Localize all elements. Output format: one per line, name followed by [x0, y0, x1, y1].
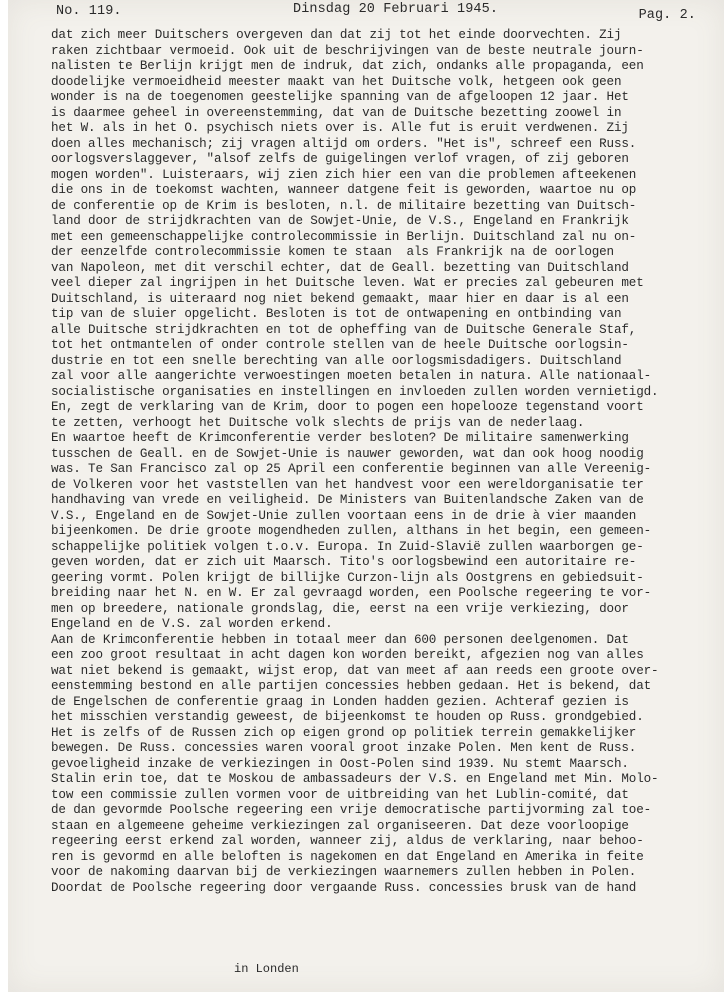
page-date: Dinsdag 20 Februari 1945. — [293, 2, 499, 17]
text-line: schappelijke politiek volgen t.o.v. Europa. In Zuid-Slavië zullen waarborgen ge- — [51, 539, 644, 554]
text-line: nalisten te Berlijn krijgt men de indruk, dat zich, ondanks alle propaganda, een — [51, 59, 644, 73]
text-line: land door de strijdkrachten van de Sowjet-Unie, de V.S., Engeland en Frankrijk — [51, 214, 629, 228]
text-line: te zetten, verhoogt het Duitsche volk slechts de prijs van de nederlaag. — [51, 415, 585, 430]
text-line: een zoo groot resultaat in acht dagen kon worden bereikt, afgezien nog van alles — [51, 648, 644, 662]
typed-page — [8, 0, 724, 992]
text-line: ren is gevormd en alle beloften is nagekomen en dat Engeland en Amerika in feite — [51, 849, 644, 864]
body-text — [51, 28, 711, 896]
text-line: bijeenkomen. De drie groote mogendheden zullen, althans in het begin, een gemeen- — [51, 524, 652, 538]
text-line: gevoeligheid inzake de verkiezingen in Oost-Polen sind 1939. Nu stemt Maarsch. — [51, 756, 629, 771]
text-line: raken zichtbaar vermoeid. Ook uit de beschrijvingen van de beste neutrale journ- — [51, 43, 644, 58]
text-line: men op breedere, nationale grondslag, die, eerst na een vrije verkiezing, door — [51, 601, 629, 616]
text-line: dustrie en tot een snelle berechting van alle oorlogsmisdadigers. Duitschland — [51, 353, 622, 368]
text-line: die ons in de toekomst wachten, wanneer datgene feit is geworden, waartoe nu op — [51, 183, 637, 197]
text-line: mogen worden". Luisteraars, wij zien zich hier een van die problemen afteekenen — [51, 167, 637, 182]
text-line: regeering eerst erkend zal worden, wanneer zij, aldus de verklaring, naar behoo- — [51, 834, 644, 848]
page-number: Pag. 2. — [638, 8, 696, 23]
text-line: dat zich meer Duitschers overgeven dan dat zij tot het einde doorvechten. Zij — [51, 28, 622, 42]
text-line: breiding naar het N. en W. Er zal gevraagd worden, een Poolsche regeering te vor- — [51, 586, 652, 600]
text-line: Duitschland, is uiteraard nog niet bekend gemaakt, maar hier en daar is al een — [51, 291, 629, 306]
text-line: de Engelschen de conferentie graag in Londen hadden gezien. Achteraf gezien is — [51, 694, 629, 709]
text-line: tusschen de Geall. en de Sowjet-Unie is nauwer geworden, wat dan ook hoog noodig — [51, 446, 644, 461]
text-line: de conferentie op de Krim is besloten, n.l. de militaire bezetting van Duitsch- — [51, 198, 637, 213]
text-line: bewegen. De Russ. concessies waren vooral groot inzake Polen. Men kent de Russ. — [51, 741, 637, 755]
text-line: Aan de Krimconferentie hebben in totaal meer dan 600 personen deelgenomen. Dat — [51, 632, 629, 647]
text-line: socialistische organisaties en instellingen en invloeden zullen worden vernietigd. — [51, 384, 659, 399]
text-line: de Volkeren voor het vaststellen van het handvest voor een wereldorganisatie ter — [51, 477, 644, 492]
text-line: geven worden, dat er zich uit Maarsch. Tito's oorlogsbewind een autoritaire re- — [51, 555, 637, 569]
text-line: zal voor alle aangerichte verwoestingen moeten betalen in natura. Alle nationaal- — [51, 369, 652, 383]
text-line: En waartoe heeft de Krimconferentie verder besloten? De militaire samenwerking — [51, 431, 629, 445]
issue-number: No. 119. — [56, 4, 122, 19]
text-line: Engeland en de V.S. zal worden erkend. — [51, 617, 333, 631]
page-header — [56, 2, 696, 22]
text-line: tot het ontmantelen of onder controle stellen van de heele Duitsche oorlogsin- — [51, 338, 629, 352]
text-line: doodelijke vermoeidheid meester maakt van het Duitsche volk, hetgeen ook geen — [51, 74, 622, 89]
text-line: Het is zelfs of de Russen zich op eigen grond op politiek terrein gemakkelijker — [51, 725, 637, 740]
text-line: tip van de sluier opgelicht. Besloten is tot de ontwapening en ontbinding van — [51, 307, 622, 321]
text-line: met een gemeenschappelijke controlecommissie in Berlijn. Duitschland zal nu on- — [51, 229, 637, 244]
text-line: tow een commissie zullen vormen voor de uitbreiding van het Lublin-comité, dat — [51, 787, 629, 802]
text-line: het W. als in het O. psychisch niets over is. Alle fut is eruit verdwenen. Zij — [51, 121, 629, 135]
text-line: Doordat de Poolsche regeering door vergaande Russ. concessies brusk van de hand — [51, 880, 637, 895]
text-line: der eenzelfde controlecommissie komen te staan als Frankrijk na de oorlogen — [51, 245, 614, 259]
text-line: was. Te San Francisco zal op 25 April een conferentie beginnen van alle Vereenig- — [51, 462, 652, 476]
text-line: is daarmee geheel in overeenstemming, dat van de Duitsche bezetting zoowel in — [51, 105, 622, 120]
text-line: van Napoleon, met dit verschil echter, dat de Geall. bezetting van Duitschland — [51, 260, 629, 275]
text-line: wat niet bekend is gemaakt, wijst erop, dat van meet af aan reeds een groote over- — [51, 663, 659, 678]
text-line: oorlogsverslaggever, "alsof zelfs de guigelingen verlof vragen, of zij geboren — [51, 152, 629, 166]
text-line: de dan gevormde Poolsche regeering een vrije democratische partijvorming zal toe- — [51, 803, 652, 817]
text-line: Stalin erin toe, dat te Moskou de ambassadeurs der V.S. en Engeland met Min. Molo- — [51, 772, 659, 786]
text-line: veel dieper zal ingrijpen in het Duitsche leven. Wat er precies zal gebeuren met — [51, 276, 644, 290]
text-line: V.S., Engeland en de Sowjet-Unie zullen voortaan eens in de drie à vier maanden — [51, 508, 637, 523]
text-line: alle Duitsche strijdkrachten en tot de opheffing van de Duitsche Generale Staf, — [51, 322, 637, 337]
text-line: doen alles mechanisch; zij vragen altijd om orders. "Het is", schreef een Russ. — [51, 136, 637, 151]
text-line: wonder is na de toegenomen geestelijke spanning van de afgeloopen 12 jaar. Het — [51, 90, 629, 104]
text-line: staan en algemeene geheime verkiezingen zal organiseeren. Dat deze voorloopige — [51, 818, 629, 833]
text-line: het misschien verstandig geweest, de bijeenkomst te houden op Russ. grondgebied. — [51, 710, 644, 724]
text-line: En, zegt de verklaring van de Krim, door to pogen een hopelooze tegenstand voort — [51, 400, 644, 414]
text-line: handhaving van vrede en veiligheid. De Ministers van Buitenlandsche Zaken van de — [51, 493, 644, 507]
text-line: eenstemming bestond en alle partijen concessies hebben gedaan. Het is bekend, dat — [51, 679, 652, 693]
text-line: voor de nakoming daarvan bij de verkiezingen waarnemers zullen hebben in Polen. — [51, 865, 637, 879]
footer-note: in Londen — [234, 962, 299, 976]
text-line: geering vormt. Polen krijgt de billijke Curzon-lijn als Oostgrens en gebiedsuit- — [51, 570, 644, 585]
